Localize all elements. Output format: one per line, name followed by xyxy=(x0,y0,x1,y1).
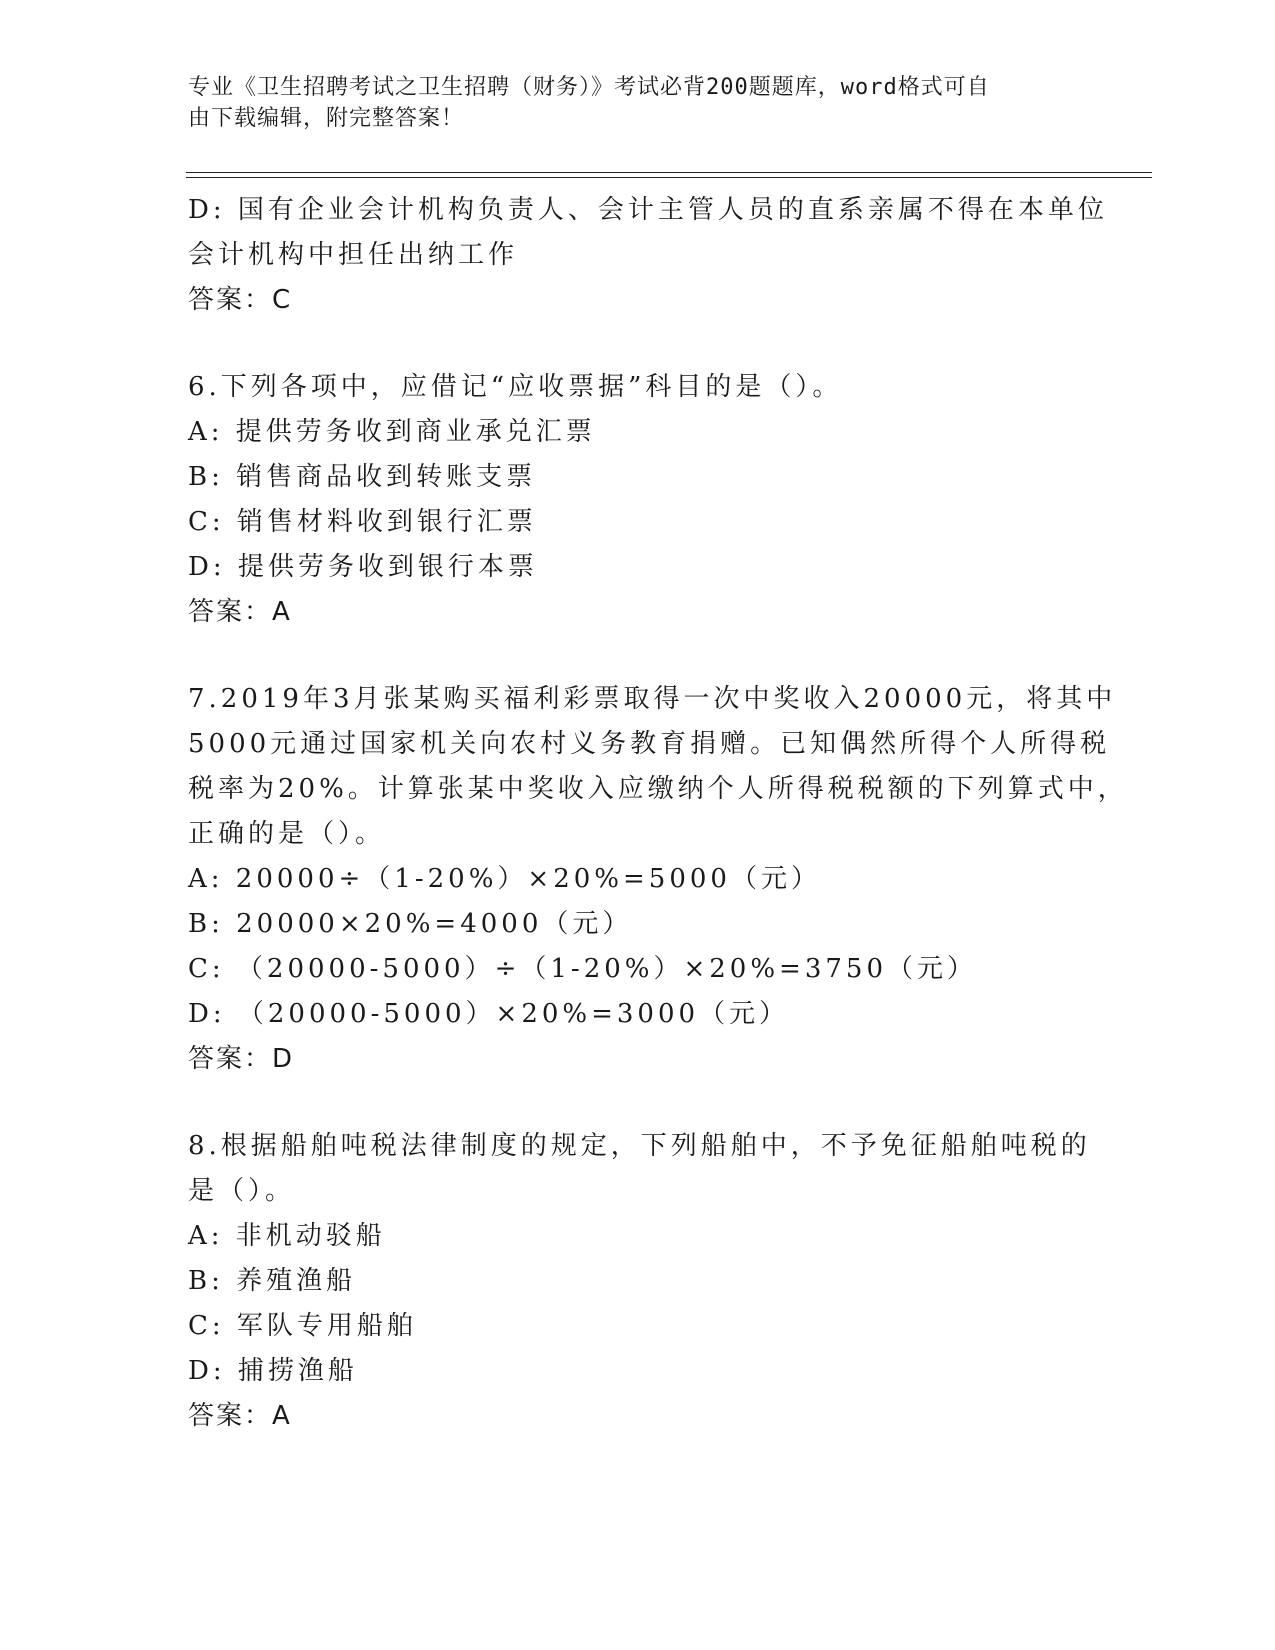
question-8 xyxy=(188,1124,1091,1439)
answer-line: 答案：A xyxy=(188,597,292,627)
spacer xyxy=(188,323,1088,365)
question-stem-line-1: 8.根据船舶吨税法律制度的规定，下列船舶中，不予免征船舶吨税的 xyxy=(188,1131,1091,1161)
header-line-2: 由下载编辑，附完整答案！ xyxy=(188,106,465,131)
option-a: A: 20000÷（1-20%）×20%=5000（元） xyxy=(188,864,821,894)
spacer xyxy=(188,635,1088,677)
option-c: C: 军队专用船舶 xyxy=(188,1311,417,1341)
question-6 xyxy=(188,365,1088,635)
option-a: A: 提供劳务收到商业承兑汇票 xyxy=(188,417,596,447)
option-c: C: （20000-5000）÷（1-20%）×20%=3750（元） xyxy=(188,954,978,984)
option-d-line-2: 会计机构中担任出纳工作 xyxy=(188,240,519,270)
option-c: C: 销售材料收到银行汇票 xyxy=(188,507,537,537)
option-b: B: 养殖渔船 xyxy=(188,1266,357,1296)
answer-line: 答案：C xyxy=(188,285,293,315)
question-7 xyxy=(188,677,1128,1082)
option-a: A: 非机动驳船 xyxy=(188,1221,386,1251)
question-content xyxy=(188,188,1128,1439)
option-d: D: 捕捞渔船 xyxy=(188,1356,358,1386)
document-header xyxy=(188,72,1088,134)
option-d: D: 提供劳务收到银行本票 xyxy=(188,552,538,582)
question-stem: 6.下列各项中，应借记“应收票据”科目的是（）。 xyxy=(188,372,843,402)
header-rule-bottom xyxy=(186,177,1152,178)
option-d: D: （20000-5000）×20%=3000（元） xyxy=(188,999,790,1029)
question-stem-line-3: 税率为20%。计算张某中奖收入应缴纳个人所得税税额的下列算式中， xyxy=(188,774,1128,804)
option-b: B: 销售商品收到转账支票 xyxy=(188,462,537,492)
header-rule-top xyxy=(186,172,1152,173)
question-stem-line-4: 正确的是（）。 xyxy=(188,819,386,849)
answer-line: 答案：A xyxy=(188,1401,292,1431)
option-b: B: 20000×20%=4000（元） xyxy=(188,909,633,939)
question-stem-line-2: 5000元通过国家机关向农村义务教育捐赠。已知偶然所得个人所得税 xyxy=(188,729,1111,759)
header-line-1: 专业《卫生招聘考试之卫生招聘（财务）》考试必背200题题库，word格式可自 xyxy=(188,75,990,100)
question-stem-line-2: 是（）。 xyxy=(188,1176,296,1206)
option-d-line-1: D: 国有企业会计机构负责人、会计主管人员的直系亲属不得在本单位 xyxy=(188,195,1108,225)
spacer xyxy=(188,1082,1088,1124)
answer-line: 答案：D xyxy=(188,1044,295,1074)
question-stem-line-1: 7.2019年3月张某购买福利彩票取得一次中奖收入20000元，将其中 xyxy=(188,684,1117,714)
carryover-question xyxy=(188,188,1108,323)
